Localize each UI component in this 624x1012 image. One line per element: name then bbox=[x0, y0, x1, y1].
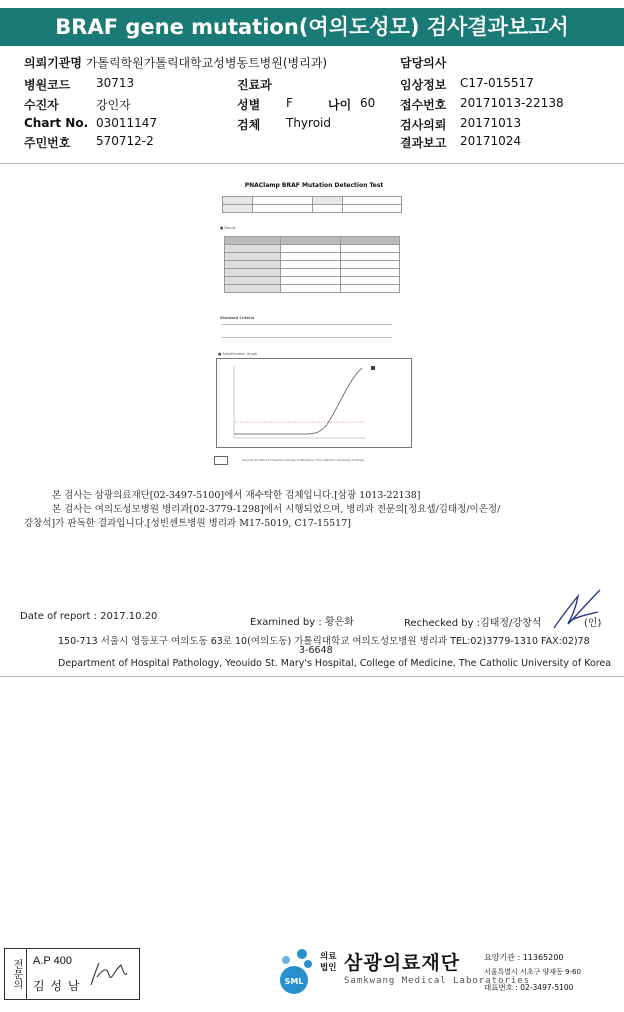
address-line: 150-713 서울시 영등포구 여의도동 63로 10(여의도동) 가톨릭대학교 여의도성모병원 병리과 TEL:02)3779-1310 FAX:02)78 bbox=[58, 636, 590, 647]
specimen-value: Thyroid bbox=[286, 116, 331, 130]
id-value: 570712-2 bbox=[96, 134, 154, 148]
scan-info-table bbox=[222, 196, 402, 213]
sml-logo-icon bbox=[272, 946, 318, 996]
report-value: 20171024 bbox=[460, 134, 522, 148]
scan-result-heading: ■ Result bbox=[220, 226, 236, 230]
clinical-value: C17-015517 bbox=[460, 76, 534, 90]
rechecked-by: Rechecked by :김태정/강창석 bbox=[404, 618, 542, 629]
id-label: 주민번호 bbox=[24, 136, 71, 150]
note-line-2: 본 검사는 여의도성모병원 병리과[02-3779-1298]에서 시행되었으며, 병리과 전문의[정요셉/김태정/이은정/ bbox=[52, 504, 501, 515]
specialist-stamp bbox=[4, 948, 140, 1000]
hospital-row bbox=[24, 54, 327, 71]
divider bbox=[0, 163, 624, 164]
examined-by: Examined by : 황은화 bbox=[250, 617, 354, 628]
age-value: 60 bbox=[360, 96, 376, 110]
scan-footer: Yeouido St. Mary's Hospital, College of Medicine, The Catholic University of Korea bbox=[242, 458, 364, 462]
scanned-test-report bbox=[200, 178, 428, 468]
foundation-en: Samkwang Medical Laboratories bbox=[344, 976, 531, 986]
specialist-label: 전문의 bbox=[5, 949, 27, 999]
request-value: 20171013 bbox=[460, 116, 522, 130]
code-value: 30713 bbox=[96, 76, 135, 90]
scan-logo bbox=[214, 456, 228, 465]
date-of-report: Date of report : 2017.10.20 bbox=[20, 611, 158, 622]
note-line-3: 강창석]가 판독한 결과입니다.[성빈센트병원 병리과 M17-5019, C17-15517] bbox=[24, 518, 351, 529]
doctor-name: 김 성 남 bbox=[33, 979, 81, 993]
doctor-label: 담당의사 bbox=[400, 56, 447, 70]
divider bbox=[0, 676, 624, 677]
info-line-3: 대표번호 : 02-3497-5100 bbox=[484, 983, 574, 992]
sex-label: 성별 bbox=[237, 98, 261, 112]
sex-value: F bbox=[286, 96, 293, 110]
ap-label: A.P 400 bbox=[33, 955, 72, 967]
address-line-2: 3-6648 bbox=[299, 645, 333, 656]
seal-mark: (인) bbox=[584, 618, 602, 629]
age-label: 나이 bbox=[328, 98, 352, 112]
chart-label: Chart No. bbox=[24, 116, 89, 130]
signature-image bbox=[548, 586, 604, 634]
corp-label bbox=[320, 952, 336, 974]
reception-value: 20171013-22138 bbox=[460, 96, 564, 110]
code-label: 병원코드 bbox=[24, 78, 71, 92]
request-label: 검사의뢰 bbox=[400, 118, 447, 132]
report-label: 결과보고 bbox=[400, 136, 447, 150]
scan-criteria-text bbox=[222, 324, 392, 338]
specimen-label: 검체 bbox=[237, 118, 261, 132]
patient-label: 수진자 bbox=[24, 98, 59, 112]
scan-result-table bbox=[224, 236, 400, 293]
corp-label-2: 법인 bbox=[320, 963, 337, 973]
chart-value: 03011147 bbox=[96, 116, 158, 130]
info-line-1: 요양기관 : 11365200 bbox=[484, 953, 564, 962]
hospital-label: 의뢰기관명 bbox=[24, 56, 82, 70]
report-title: BRAF gene mutation(여의도성모) 검사결과보고서 bbox=[0, 8, 624, 46]
scan-graph-heading: ■ Amplification Graph bbox=[218, 352, 258, 356]
corp-label-1: 의료 bbox=[320, 952, 337, 962]
dept-label: 진료과 bbox=[237, 78, 272, 92]
doctor-signature bbox=[87, 959, 131, 991]
scan-title: PNAClamp BRAF Mutation Detection Test bbox=[244, 182, 384, 189]
patient-value: 강인자 bbox=[96, 98, 131, 112]
scan-criteria-heading: Standard Criteria bbox=[220, 316, 255, 320]
hospital-value: 가톨릭학원가톨릭대학교성 bbox=[85, 56, 225, 70]
foundation-name: 삼광의료재단 bbox=[344, 952, 461, 974]
note-line-1: 본 검사는 삼광의료재단[02-3497-5100]에서 재수탁한 검체입니다.[삼광 1013-22138] bbox=[52, 490, 421, 501]
ward-value: 병동트병원(병리과) bbox=[224, 56, 328, 70]
logo-text: SML bbox=[284, 977, 304, 986]
department-line: Department of Hospital Pathology, Yeouido St. Mary's Hospital, College of Medicine, The Catholic University of Korea bbox=[58, 658, 612, 669]
amplification-graph bbox=[216, 358, 412, 448]
reception-label: 접수번호 bbox=[400, 98, 447, 112]
clinical-label: 임상정보 bbox=[400, 78, 447, 92]
info-line-2: 서울특별시 서초구 양재동 9-60 bbox=[484, 968, 581, 976]
